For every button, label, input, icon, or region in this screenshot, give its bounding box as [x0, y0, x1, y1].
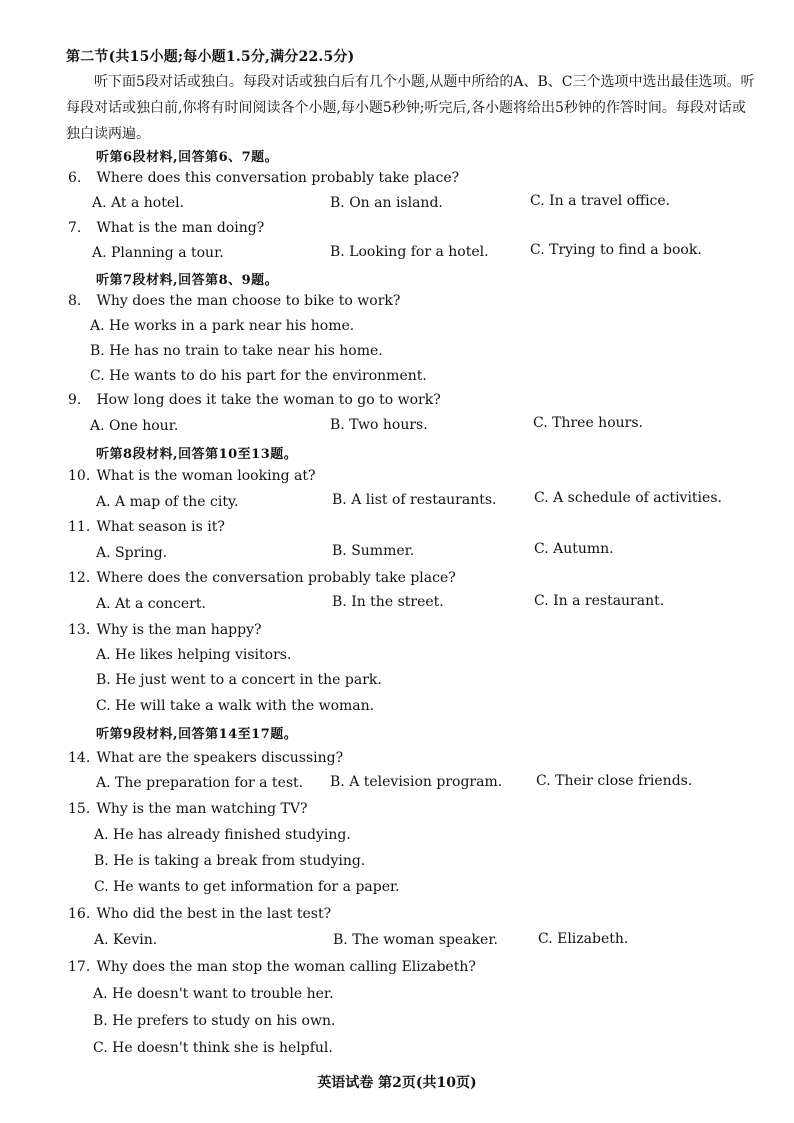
option-a[interactable]: A. Spring. [96, 545, 168, 561]
option-b[interactable]: B. A list of restaurants. [332, 492, 497, 508]
question-11 [68, 519, 225, 535]
option-a[interactable]: A. Kevin. [94, 932, 158, 948]
option-b[interactable]: B. He has no train to take near his home. [90, 343, 383, 359]
question-text: How long does it take the woman to go to work? [96, 392, 441, 408]
option-a[interactable]: A. Planning a tour. [92, 245, 224, 261]
option-a[interactable]: A. One hour. [90, 418, 179, 434]
option-c[interactable]: C. Trying to find a book. [530, 242, 702, 258]
question-8 [68, 293, 400, 309]
option-b[interactable]: B. He prefers to study on his own. [93, 1013, 336, 1029]
option-b[interactable]: B. He just went to a concert in the park. [96, 672, 382, 688]
option-c[interactable]: C. Elizabeth. [538, 931, 629, 947]
question-number: 13. [68, 622, 91, 638]
question-number: 7. [68, 220, 82, 236]
group-header-9: 听第9段材料,回答第14至17题。 [96, 727, 298, 742]
option-a[interactable]: A. A map of the city. [96, 494, 239, 510]
option-b[interactable]: B. Looking for a hotel. [330, 244, 489, 260]
question-9 [68, 392, 441, 408]
question-15 [68, 801, 307, 817]
question-12 [68, 570, 456, 586]
question-14 [68, 750, 343, 766]
question-text: Who did the best in the last test? [96, 906, 332, 922]
question-text: What is the woman looking at? [96, 468, 316, 484]
question-number: 17. [68, 959, 91, 975]
option-a[interactable]: A. He works in a park near his home. [90, 318, 355, 334]
group-header-7: 听第7段材料,回答第8、9题。 [96, 273, 279, 288]
question-text: What season is it? [96, 519, 225, 535]
question-text: Why does the man choose to bike to work? [96, 293, 401, 309]
option-c[interactable]: C. He doesn't think she is helpful. [93, 1040, 333, 1056]
question-7 [68, 220, 264, 236]
option-a[interactable]: A. He doesn't want to trouble her. [93, 986, 334, 1002]
question-17 [68, 959, 476, 975]
page-footer: 英语试卷 第2页(共10页) [317, 1075, 477, 1091]
question-number: 11. [68, 519, 91, 535]
option-b[interactable]: B. Two hours. [330, 417, 428, 433]
question-text: Why does the man stop the woman calling Elizabeth? [96, 959, 476, 975]
question-number: 10. [68, 468, 91, 484]
option-b[interactable]: B. He is taking a break from studying. [94, 853, 366, 869]
question-text: Why is the man watching TV? [96, 801, 308, 817]
question-16 [68, 906, 331, 922]
option-c[interactable]: C. A schedule of activities. [534, 490, 722, 506]
question-number: 12. [68, 570, 91, 586]
option-c[interactable]: C. Autumn. [534, 541, 614, 557]
option-b[interactable]: B. Summer. [332, 543, 415, 559]
question-text: What are the speakers discussing? [96, 750, 344, 766]
question-text: Where does the conversation probably take place? [96, 570, 456, 586]
option-b[interactable]: B. A television program. [330, 774, 503, 790]
option-a[interactable]: A. He has already finished studying. [94, 827, 351, 843]
option-b[interactable]: B. In the street. [332, 594, 444, 610]
question-10 [68, 468, 315, 484]
option-c[interactable]: C. Three hours. [533, 415, 643, 431]
group-header-6: 听第6段材料,回答第6、7题。 [96, 150, 279, 165]
question-text: Why is the man happy? [96, 622, 262, 638]
option-b[interactable]: B. The woman speaker. [333, 932, 498, 948]
section-instructions: 听下面5段对话或独白。每段对话或独白后有几个小题,从题中所给的A、B、C三个选项中选出最佳选项。听每段对话或独白前,你将有时间阅读各个小题,每小题5秒钟;听完后,各小题将给出5秒钟的作答时间。每段对话或独白读两遍。 [66, 74, 755, 142]
option-c[interactable]: C. In a restaurant. [534, 593, 665, 609]
option-a[interactable]: A. The preparation for a test. [96, 775, 304, 791]
question-number: 9. [68, 392, 82, 408]
group-header-8: 听第8段材料,回答第10至13题。 [96, 447, 298, 462]
question-text: What is the man doing? [96, 220, 265, 236]
question-text: Where does this conversation probably take place? [96, 170, 460, 186]
option-c[interactable]: C. Their close friends. [536, 773, 693, 789]
option-c[interactable]: C. He wants to do his part for the environment. [90, 368, 427, 384]
question-number: 14. [68, 750, 91, 766]
option-c[interactable]: C. He will take a walk with the woman. [96, 698, 375, 714]
option-c[interactable]: C. He wants to get information for a paper. [94, 879, 400, 895]
question-number: 16. [68, 906, 91, 922]
question-13 [68, 622, 262, 638]
section-title: 第二节(共15小题;每小题1.5分,满分22.5分) [66, 49, 355, 65]
option-a[interactable]: A. At a concert. [96, 596, 206, 612]
question-number: 8. [68, 293, 82, 309]
question-6 [68, 170, 459, 186]
option-b[interactable]: B. On an island. [330, 195, 443, 211]
option-a[interactable]: A. He likes helping visitors. [96, 647, 292, 663]
question-number: 15. [68, 801, 91, 817]
question-number: 6. [68, 170, 82, 186]
option-c[interactable]: C. In a travel office. [530, 193, 671, 209]
option-a[interactable]: A. At a hotel. [92, 195, 185, 211]
